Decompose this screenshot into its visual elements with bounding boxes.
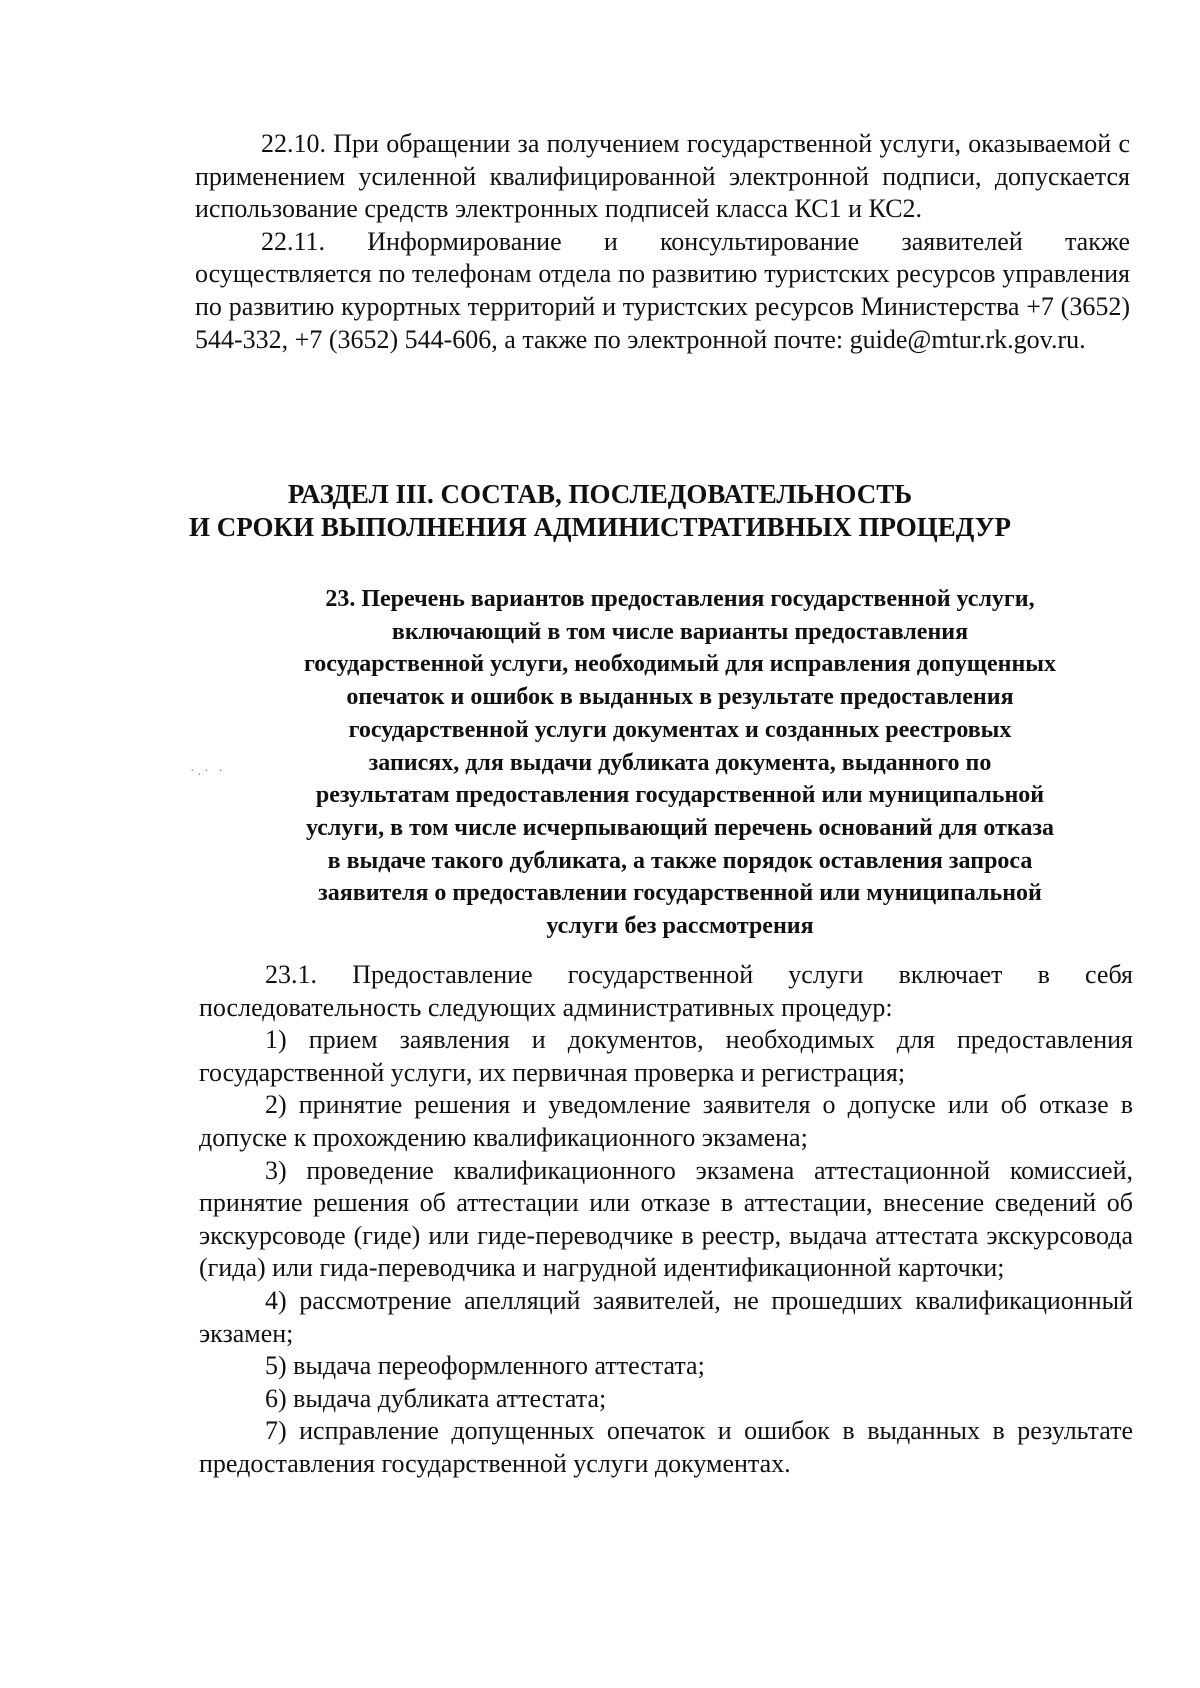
subsection-heading-line: включающий в том числе варианты предоставления [391, 618, 969, 645]
section-heading [150, 478, 1050, 544]
list-item: 6) выдача дубликата аттестата; [265, 1383, 607, 1413]
subsection-heading-line: опечаток и ошибок в выданных в результате предоставления [346, 684, 1014, 711]
list-item: 1) прием заявления и документов, необходимых для предоставления государственной услуги, их первичная проверка и регистрация; [199, 1025, 1133, 1087]
subsection-heading-line: заявителя о предоставлении государственной или муниципальной [318, 880, 1042, 907]
list-item: 3) проведение квалификационного экзамена аттестационной комиссией, принятие решения об аттестации или отказе в аттестации, внесение сведений об экскурсоводе (гиде) или гиде-переводчике в реестр, выдача аттестата экскурсовода (гида) или гида-переводчика и нагрудной идентификационной карточки; [199, 1155, 1133, 1283]
subsection-heading-line: в выдаче такого дубликата, а также порядок оставления запроса [327, 847, 1033, 874]
subsection-heading-line: государственной услуги документах и созданных реестровых [348, 716, 1012, 743]
scan-artifact: ·.· · [190, 764, 226, 779]
section-heading-line: РАЗДЕЛ III. СОСТАВ, ПОСЛЕДОВАТЕЛЬНОСТЬ [287, 479, 913, 509]
list-item: 2) принятие решения и уведомление заявителя о допуске или об отказе в допуске к прохождению квалификационного экзамена; [199, 1090, 1133, 1152]
list-item: 5) выдача переоформленного аттестата; [265, 1351, 705, 1381]
list-item: 7) исправление допущенных опечаток и ошибок в выданных в результате предоставления государственной услуги документах. [199, 1416, 1133, 1478]
subsection-heading-line: записях, для выдачи дубликата документа, выданного по [368, 749, 992, 776]
top-paragraphs [195, 128, 1130, 356]
subsection-heading [230, 583, 1130, 943]
section-heading-line: И СРОКИ ВЫПОЛНЕНИЯ АДМИНИСТРАТИВНЫХ ПРОЦЕДУР [188, 512, 1012, 542]
paragraph-22-11: 22.11. Информирование и консультирование заявителей также осуществляется по телефонам отдела по развитию туристских ресурсов управления по развитию курортных территорий и туристских ресурсов Министерства +7 (3652) 544-332, +7 (3652) 544-606, а также по электронной почте: guide@mtur.rk.gov.ru. [195, 226, 1130, 354]
paragraph-22-10: 22.10. При обращении за получением государственной услуги, оказываемой с применением усиленной квалифицированной электронной подписи, допускается использование средств электронных подписей класса КС1 и КС2. [195, 129, 1130, 224]
paragraph-23-1: 23.1. Предоставление государственной услуги включает в себя последовательность следующих административных процедур: [199, 960, 1133, 1022]
subsection-heading-line: услуги без рассмотрения [546, 913, 814, 940]
subsection-heading-line: государственной услуги, необходимый для исправления допущенных [303, 651, 1057, 678]
subsection-heading-line: услуги, в том числе исчерпывающий перечень оснований для отказа [306, 814, 1054, 841]
subsection-heading-line: результатам предоставления государственной или муниципальной [315, 782, 1045, 809]
procedure-list [199, 959, 1133, 1481]
list-item: 4) рассмотрение апелляций заявителей, не прошедших квалификационный экзамен; [199, 1285, 1133, 1348]
subsection-heading-line: 23. Перечень вариантов предоставления государственной услуги, [325, 586, 1035, 612]
